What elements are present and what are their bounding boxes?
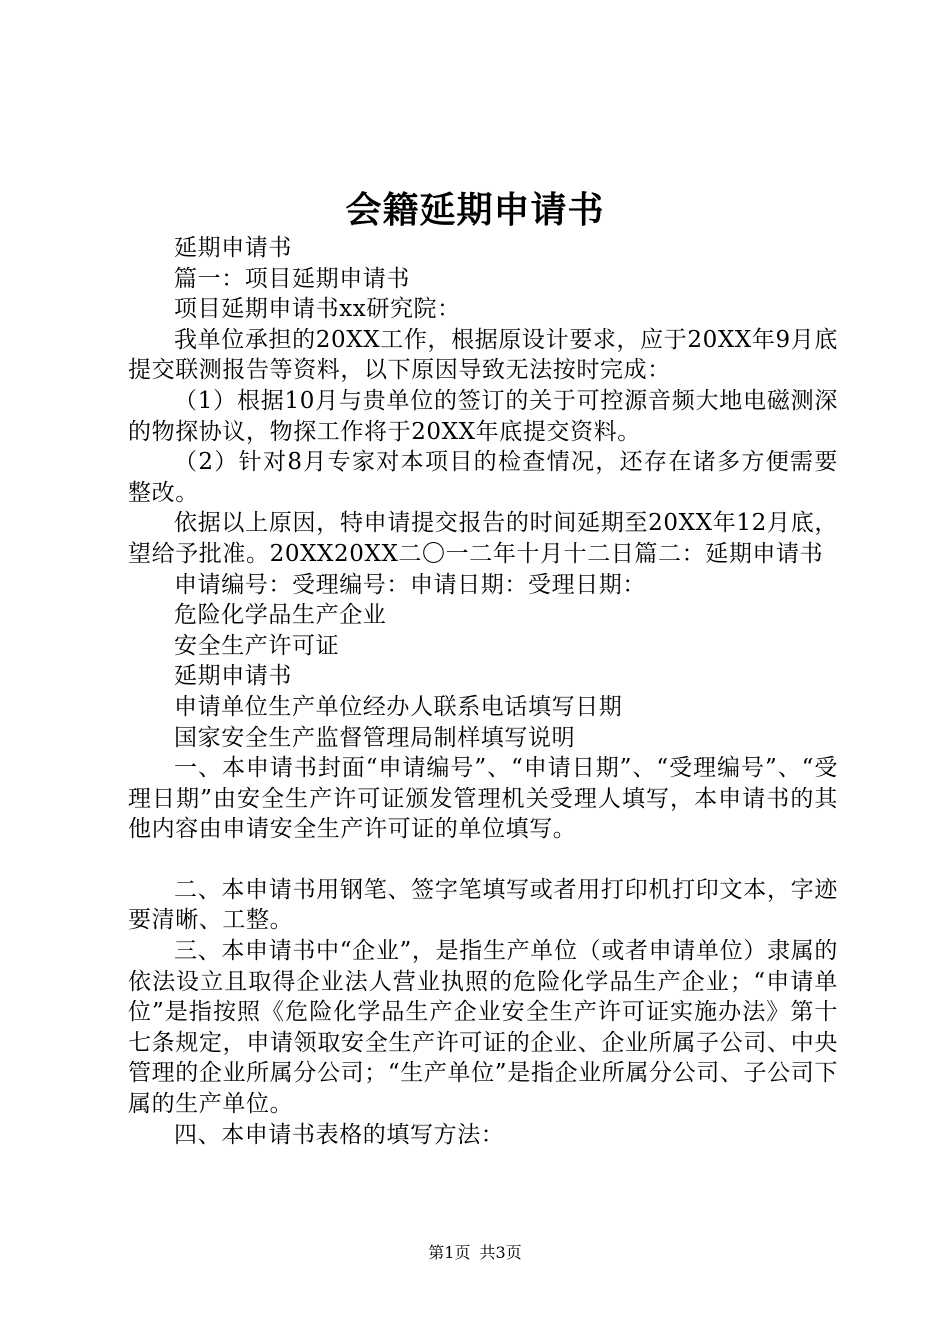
paragraph: 我单位承担的20XX工作，根据原设计要求，应于20XX年9月底提交联测报告等资料，以下原因导致无法按时完成： (128, 326, 838, 384)
paragraph: 篇一：项目延期申请书 (174, 265, 410, 292)
paragraph: 安全生产许可证 (174, 632, 340, 659)
page-footer (0, 1240, 950, 1263)
page-total: 共3页 (479, 1243, 522, 1262)
paragraph: 依据以上原因，特申请提交报告的时间延期至20XX年12月底，望给予批准。20XX20XX二〇一二年十月十二日篇二：延期申请书 (128, 510, 838, 567)
paragraph: 申请单位生产单位经办人联系电话填写日期 (174, 693, 623, 720)
page-number: 第1页 (428, 1243, 471, 1262)
paragraph: 三、本申请书中“企业”，是指生产单位（或者申请单位）隶属的依法设立且取得企业法人营业执照的危险化学品生产企业；“申请单位”是指按照《危险化学品生产企业安全生产许可证实施办法》第十七条规定，申请领取安全生产许可证的企业、企业所属子公司、中央管理的企业所属分公司；“生产单位”是指企业所属分公司、子公司下属的生产单位。 (128, 938, 838, 1118)
paragraph: （1）根据10月与贵单位的签订的关于可控源音频大地电磁测深的物探协议，物探工作将于20XX年底提交资料。 (128, 387, 838, 445)
document-body (128, 233, 838, 1150)
paragraph: 延期申请书 (174, 235, 292, 261)
paragraph: 国家安全生产监督管理局制样填写说明 (174, 724, 576, 751)
paragraph: 二、本申请书用钢笔、签字笔填写或者用打印机打印文本，字迹要清晰、工整。 (128, 876, 838, 934)
paragraph: （2）针对8月专家对本项目的检查情况，还存在诸多方便需要整改。 (128, 449, 838, 506)
paragraph: 四、本申请书表格的填写方法： (174, 1121, 505, 1148)
paragraph: 延期申请书 (174, 663, 292, 690)
paragraph: 危险化学品生产企业 (174, 602, 387, 629)
paragraph: 申请编号：受理编号：申请日期：受理日期： (174, 571, 646, 598)
document-title: 会籍延期申请书 (345, 189, 605, 231)
paragraph: 项目延期申请书xx研究院： (174, 296, 461, 323)
paragraph: 一、本申请书封面“申请编号”、“申请日期”、“受理编号”、“受理日期”由安全生产许可证颁发管理机关受理人填写，本申请书的其他内容由申请安全生产许可证的单位填写。 (128, 755, 838, 843)
